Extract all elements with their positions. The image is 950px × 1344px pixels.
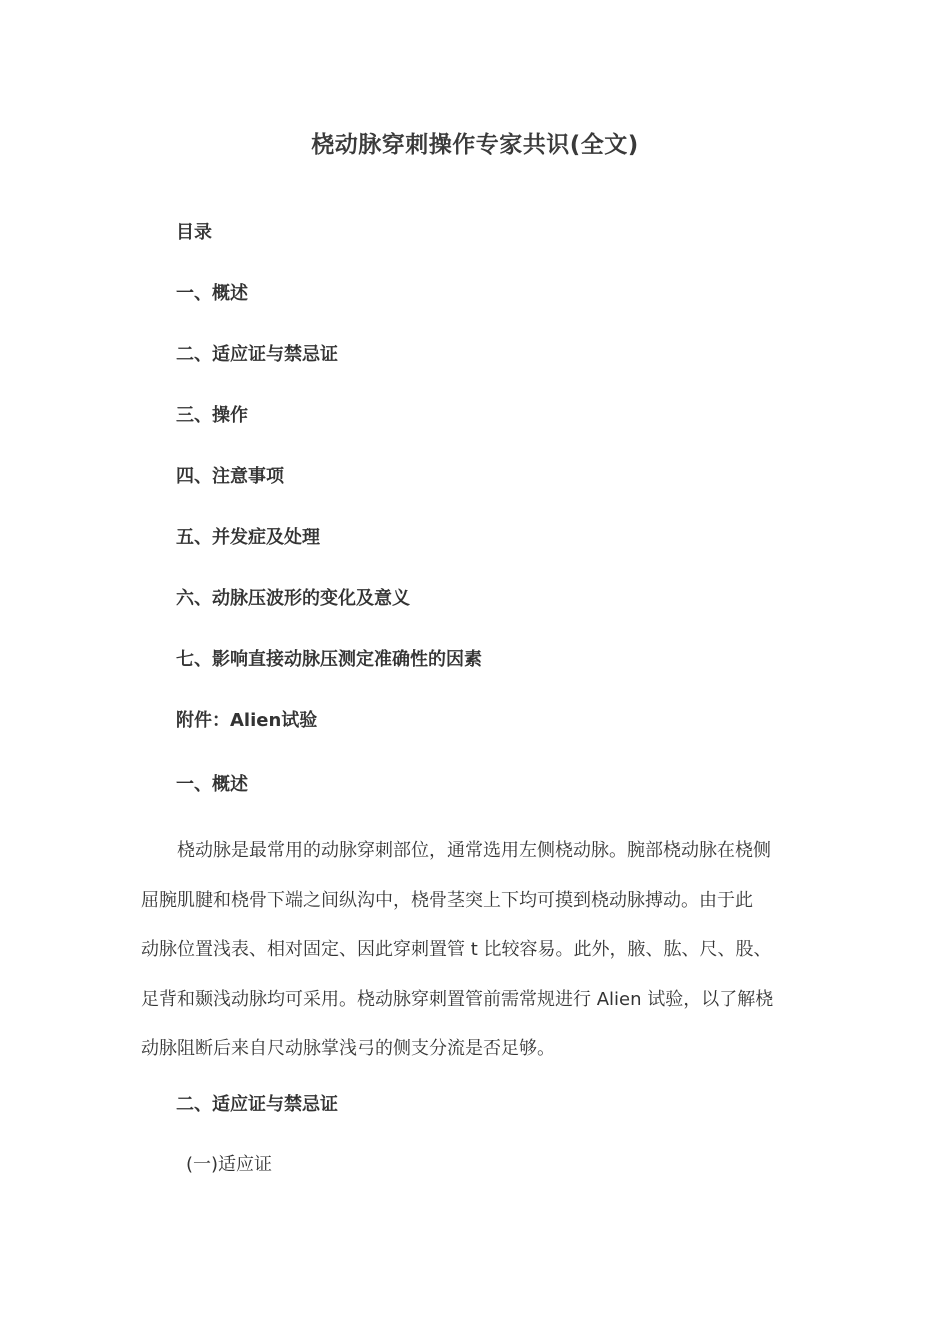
toc-heading: 目录 [176,222,212,243]
toc-item-waveform: 六、动脉压波形的变化及意义 [176,588,410,609]
toc-item-operation: 三、操作 [176,405,248,426]
toc-item-precautions: 四、注意事项 [176,466,284,487]
paragraph-line: 屈腕肌腱和桡骨下端之间纵沟中，桡骨茎突上下均可摸到桡动脉搏动。由于此 [141,889,753,911]
toc-item-accuracy-factors: 七、影响直接动脉压测定准确性的因素 [176,649,482,670]
document-title: 桡动脉穿刺操作专家共识(全文) [311,132,639,158]
paragraph-line: 动脉位置浅表、相对固定、因此穿刺置管 t 比较容易。此外，腋、肱、尺、股、 [141,939,772,960]
paragraph-line: 桡动脉是最常用的动脉穿刺部位，通常选用左侧桡动脉。腕部桡动脉在桡侧 [177,840,771,861]
overview-paragraph [141,826,813,1074]
section-overview-heading: 一、概述 [176,774,248,795]
toc-item-appendix: 附件：Alien试验 [176,710,318,731]
toc-item-overview: 一、概述 [176,283,248,304]
paragraph-line: 动脉阻断后来自尺动脉掌浅弓的侧支分流是否足够。 [141,1038,555,1059]
paragraph-line: 足背和颞浅动脉均可采用。桡动脉穿刺置管前需常规进行 Alien 试验，以了解桡 [141,988,774,1010]
section-indications-heading: 二、适应证与禁忌证 [176,1094,338,1115]
toc-item-complications: 五、并发症及处理 [176,527,320,548]
toc-item-indications: 二、适应证与禁忌证 [176,344,338,365]
indications-subheading: (一)适应证 [186,1154,273,1175]
